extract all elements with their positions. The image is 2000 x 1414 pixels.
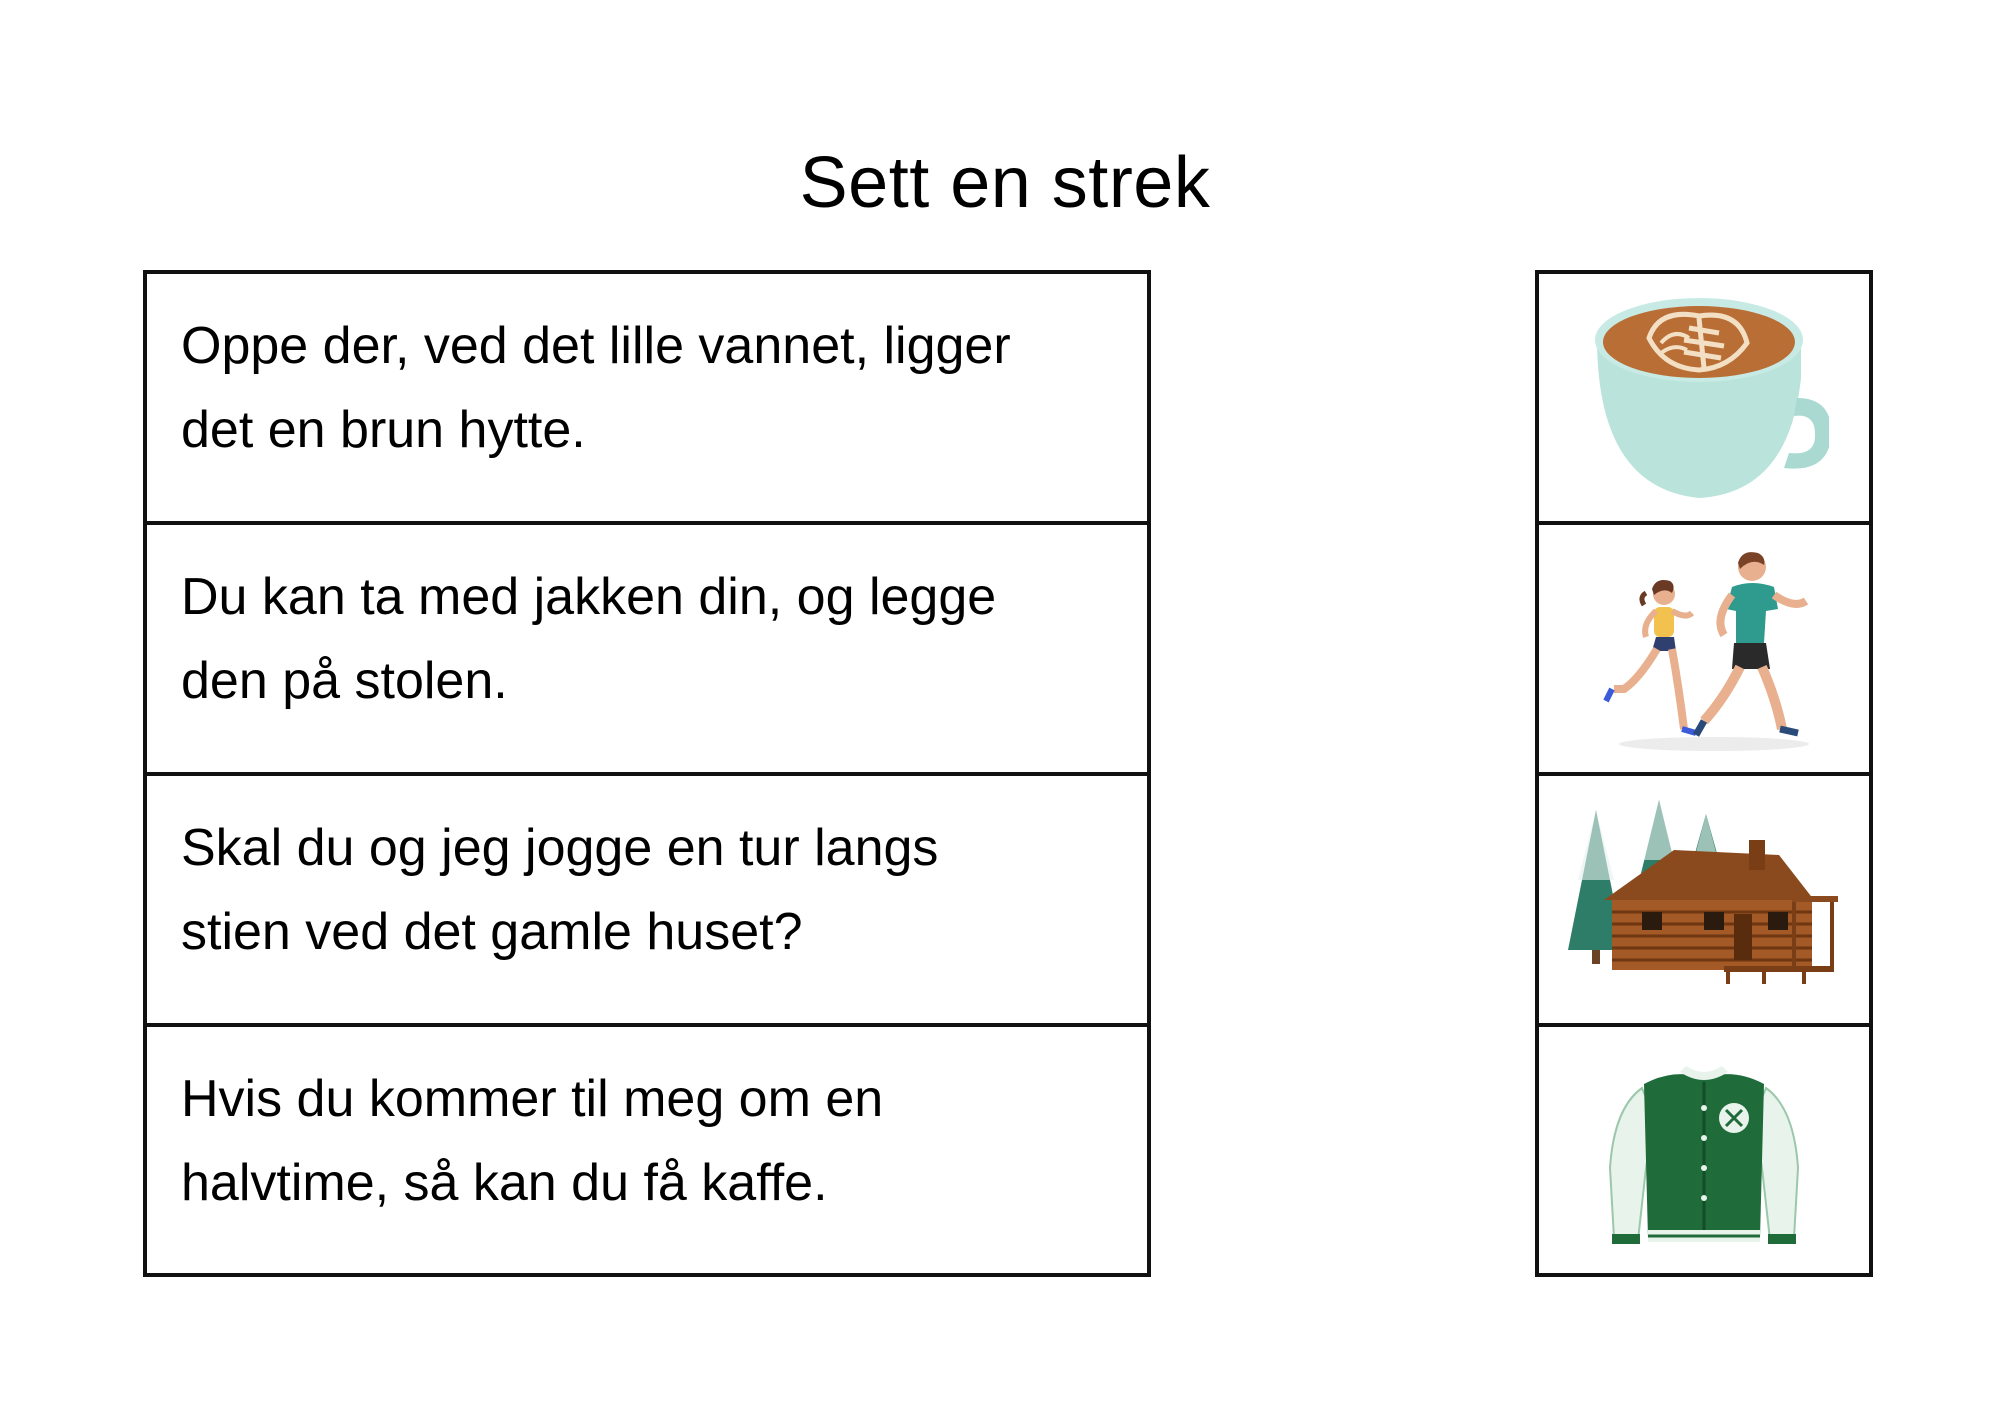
joggers-icon bbox=[1584, 539, 1824, 759]
sentence-text bbox=[181, 304, 1111, 472]
sentence-box[interactable] bbox=[147, 274, 1147, 525]
coffee-cup-icon bbox=[1579, 288, 1829, 508]
picture-box-joggers[interactable] bbox=[1539, 525, 1869, 776]
sentence-line: Du kan ta med jakken din, og legge bbox=[181, 568, 997, 626]
picture-box-cabin[interactable] bbox=[1539, 776, 1869, 1027]
sentence-box[interactable] bbox=[147, 1027, 1147, 1278]
sentence-line: det en brun hytte. bbox=[181, 401, 586, 459]
sentence-text bbox=[181, 806, 1111, 974]
sentence-line: halvtime, så kan du få kaffe. bbox=[181, 1154, 828, 1212]
sentence-column bbox=[143, 270, 1151, 1277]
sentence-line: stien ved det gamle huset? bbox=[181, 903, 803, 961]
sentence-line: Oppe der, ved det lille vannet, ligger bbox=[181, 317, 1011, 375]
green-jacket-icon bbox=[1594, 1048, 1814, 1258]
picture-box-coffee[interactable] bbox=[1539, 274, 1869, 525]
sentence-line: Skal du og jeg jogge en tur langs bbox=[181, 819, 939, 877]
log-cabin-icon bbox=[1564, 800, 1844, 1000]
sentence-box[interactable] bbox=[147, 776, 1147, 1027]
picture-box-jacket[interactable] bbox=[1539, 1027, 1869, 1278]
sentence-box[interactable] bbox=[147, 525, 1147, 776]
worksheet-title: Sett en strek bbox=[799, 143, 1211, 223]
sentence-text bbox=[181, 555, 1111, 723]
sentence-line: Hvis du kommer til meg om en bbox=[181, 1070, 884, 1128]
sentence-line: den på stolen. bbox=[181, 652, 508, 710]
sentence-text bbox=[181, 1057, 1111, 1225]
picture-column bbox=[1535, 270, 1873, 1277]
